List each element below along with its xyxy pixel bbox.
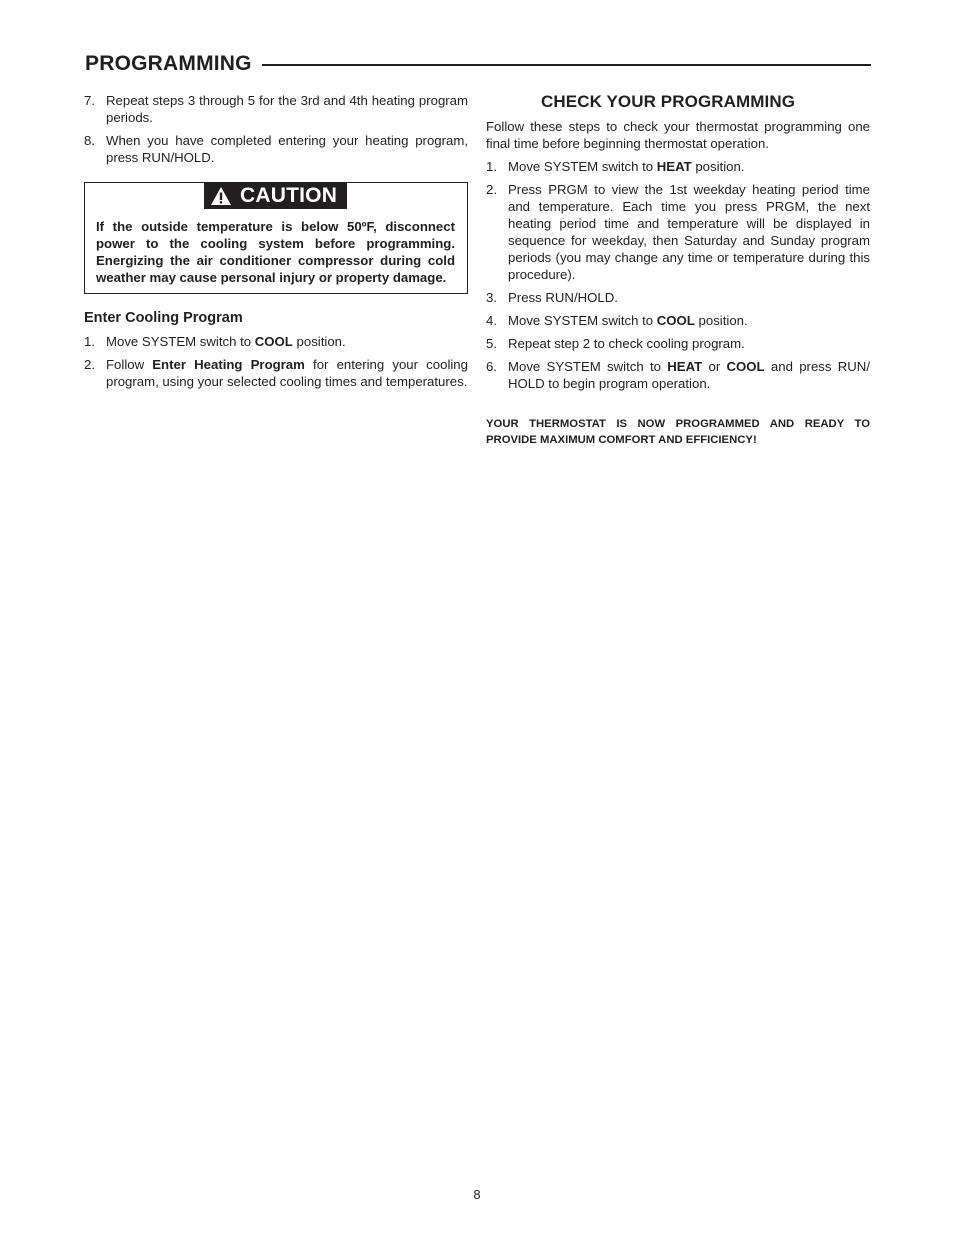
list-item: [84, 356, 468, 390]
item-number: 2.: [84, 357, 95, 372]
item-text: When you have completed entering your heating program, press RUN/HOLD.: [106, 133, 468, 165]
list-item: [486, 158, 870, 175]
item-text-post: and press RUN/ HOLD to begin program operation.: [508, 359, 870, 391]
list-item: [84, 333, 468, 350]
page-header: [85, 51, 871, 79]
item-number: 2.: [486, 182, 497, 197]
item-number: 4.: [486, 313, 497, 328]
list-item: [84, 132, 468, 166]
caution-box: [84, 182, 468, 294]
list-item: [486, 289, 870, 306]
header-rule: [262, 64, 871, 66]
item-number: 1.: [486, 159, 497, 174]
item-text-bold: COOL: [656, 313, 695, 328]
item-text-pre: Follow: [106, 357, 153, 372]
caution-label: CAUTION: [240, 184, 338, 207]
item-number: 7.: [84, 93, 95, 108]
section-title: CHECK YOUR PROGRAMMING: [541, 92, 796, 111]
item-text-bold: COOL: [254, 334, 293, 349]
item-text: Press PRGM to view the 1st weekday heating period time and temperature. Each time you press PRGM, the next heating period time and temperature will be displayed in sequence for weekday, then Saturday and Sunday program periods (you may change any time or temperature during this procedure).: [508, 182, 870, 282]
page-number: 8: [473, 1187, 481, 1202]
item-text-pre: Move SYSTEM switch to: [508, 313, 657, 328]
item-text: Press RUN/HOLD.: [508, 290, 618, 305]
caution-text: If the outside temperature is below 50ºF, disconnect power to the cooling system before programming. Energizing the air conditioner compressor during cold weather may cause personal injury or property damage.: [96, 219, 455, 285]
item-text-post: for entering your cooling program, using your selected cooling times and temperatures.: [106, 357, 468, 389]
item-text: Repeat step 2 to check cooling program.: [508, 336, 745, 351]
item-text-pre: Move SYSTEM switch to: [508, 359, 668, 374]
list-item: [84, 92, 468, 126]
closing-statement: YOUR THERMOSTAT IS NOW PROGRAMMED AND READY TO PROVIDE MAXIMUM COMFORT AND EFFICIENCY!: [486, 418, 870, 446]
list-item: [486, 335, 870, 352]
item-text-bold: HEAT: [656, 159, 692, 174]
item-number: 3.: [486, 290, 497, 305]
list-item: [486, 181, 870, 283]
left-column: [84, 92, 468, 396]
right-column: [486, 92, 870, 448]
item-text-bold: Enter Heating Program: [152, 357, 305, 372]
item-text-post: position.: [694, 313, 748, 328]
warning-triangle-icon: [210, 186, 232, 206]
item-text-mid: or: [702, 359, 727, 374]
item-text-pre: Move SYSTEM switch to: [106, 334, 255, 349]
item-text-bold: HEAT: [667, 359, 703, 374]
item-text-post: position.: [292, 334, 346, 349]
list-item: [486, 312, 870, 329]
intro-text: Follow these steps to check your thermostat programming one final time before beginning thermostat operation.: [486, 119, 870, 151]
page-title: PROGRAMMING: [85, 52, 252, 75]
list-item: [486, 358, 870, 392]
item-text-pre: Move SYSTEM switch to: [508, 159, 657, 174]
item-number: 1.: [84, 334, 95, 349]
cooling-heading: Enter Cooling Program: [84, 310, 243, 326]
item-number: 8.: [84, 133, 95, 148]
item-number: 5.: [486, 336, 497, 351]
item-text: Repeat steps 3 through 5 for the 3rd and 4th heating program periods.: [106, 93, 468, 125]
item-text-bold: COOL: [726, 359, 765, 374]
item-number: 6.: [486, 359, 497, 374]
caution-banner: [204, 182, 347, 209]
item-text-post: position.: [691, 159, 745, 174]
